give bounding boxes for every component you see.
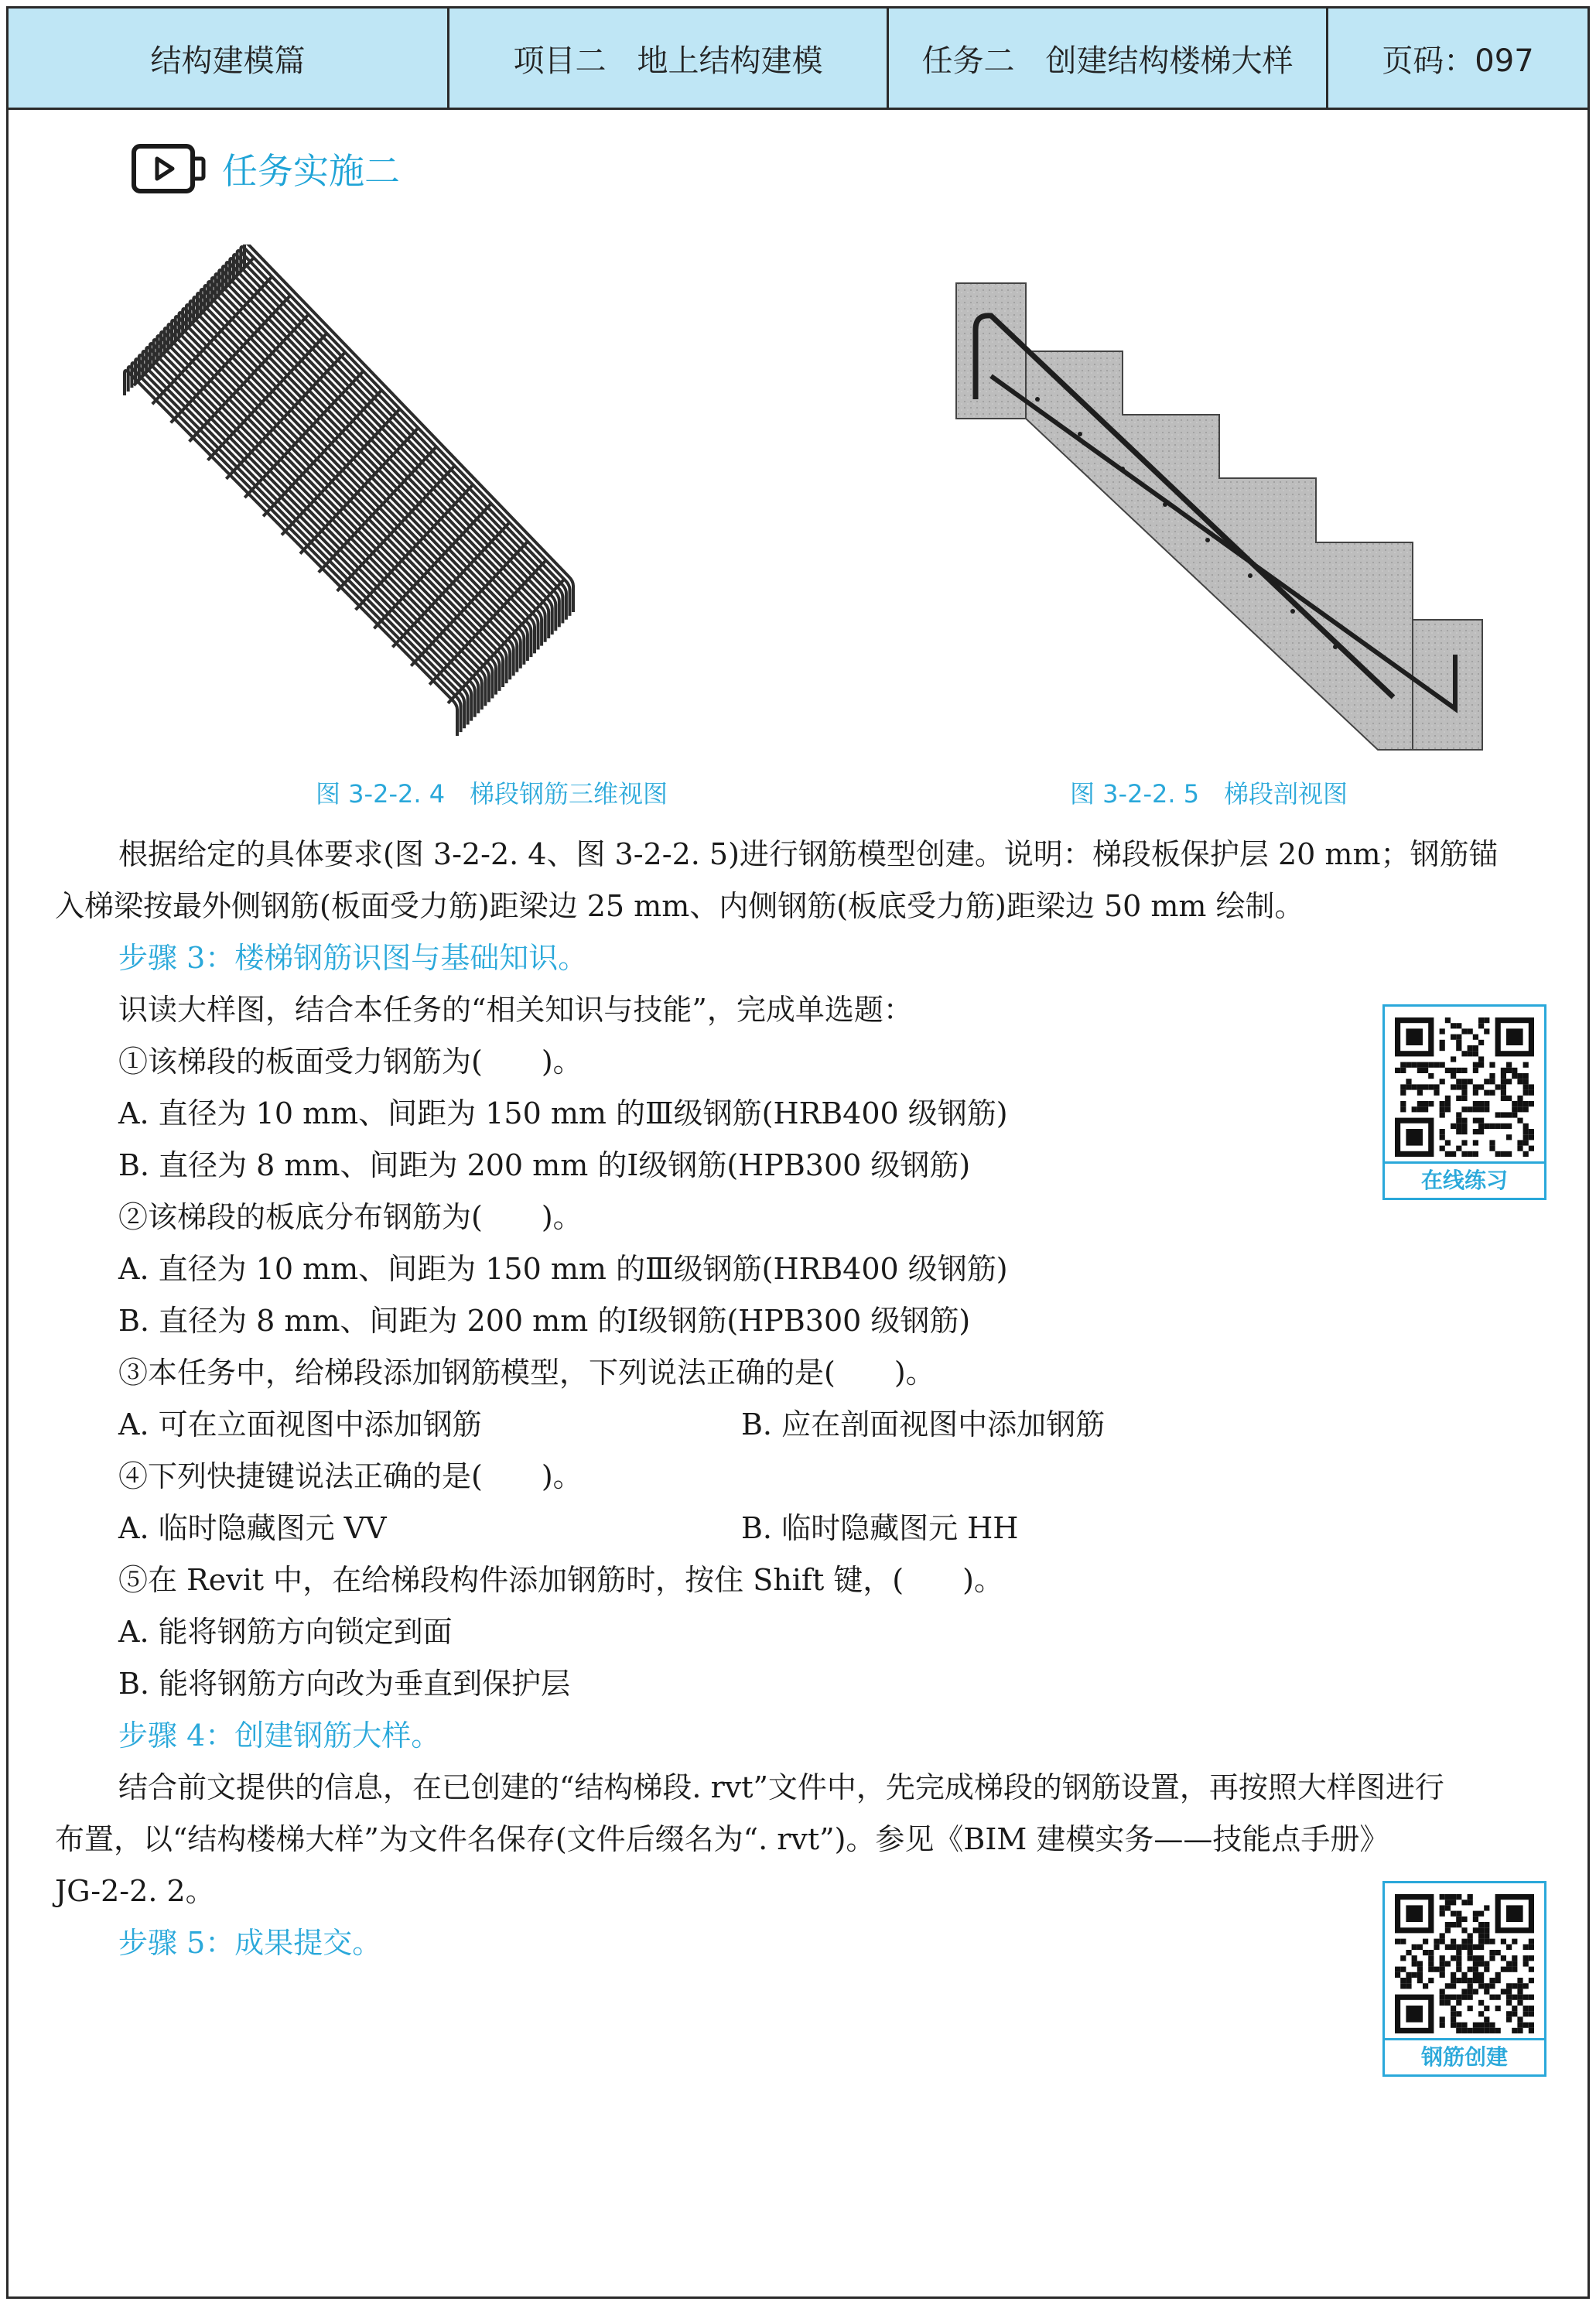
header-cell-task: 任务二 创建结构楼梯大样 [889, 9, 1328, 108]
question-4: ④下列快捷键说法正确的是( )。 [118, 1459, 583, 1493]
step-4-paragraph-line-3: JG-2-2. 2。 [55, 1874, 215, 1908]
header-cell-project: 项目二 地上结构建模 [449, 9, 889, 108]
question-3: ③本任务中，给梯段添加钢筋模型，下列说法正确的是( )。 [118, 1356, 935, 1390]
question-3-option-a: A. 可在立面视图中添加钢筋 [118, 1407, 482, 1441]
qr-code-icon [1395, 1894, 1534, 2033]
header-cell-page-number: 页码：097 [1382, 43, 1534, 79]
section-title-text: 任务实施二 [222, 150, 400, 192]
step-4-heading: 步骤 4：创建钢筋大样。 [118, 1718, 441, 1753]
step-3-description: 识读大样图，结合本任务的“相关知识与技能”，完成单选题： [118, 993, 913, 1027]
question-2: ②该梯段的板底分布钢筋为( )。 [118, 1200, 583, 1234]
question-4-option-a: A. 临时隐藏图元 VV [118, 1511, 387, 1545]
question-3-option-b: B. 应在剖面视图中添加钢筋 [741, 1407, 1106, 1441]
page-header [9, 9, 1587, 110]
qr-label-online-practice: 在线练习 [1385, 1161, 1544, 1198]
question-5: ⑤在 Revit 中，在给梯段构件添加钢筋时，按住 Shift 键，( )。 [118, 1563, 1003, 1597]
intro-paragraph-line-2: 入梯梁按最外侧钢筋(板面受力筋)距梁边 25 mm、内侧钢筋(板底受力筋)距梁边 50 mm 绘制。 [55, 889, 1304, 923]
qr-code-online-practice[interactable] [1382, 1004, 1546, 1200]
question-5-option-b: B. 能将钢筋方向改为垂直到保护层 [118, 1667, 571, 1701]
step-3-heading: 步骤 3：楼梯钢筋识图与基础知识。 [118, 941, 588, 975]
step-4-paragraph-line-2: 布置，以“结构楼梯大样”为文件名保存(文件后缀名为“. rvt”)。参见《BIM 建模实务——技能点手册》 [55, 1822, 1389, 1856]
question-1-option-a: A. 直径为 10 mm、间距为 150 mm 的Ⅲ级钢筋(HRB400 级钢筋) [118, 1096, 1008, 1130]
question-1: ①该梯段的板面受力钢筋为( )。 [118, 1045, 583, 1079]
intro-paragraph-line-1: 根据给定的具体要求(图 3-2-2. 4、图 3-2-2. 5)进行钢筋模型创建。说明：梯段板保护层 20 mm；钢筋锚 [118, 837, 1499, 871]
qr-code-icon [1395, 1017, 1534, 1157]
step-4-paragraph-line-1: 结合前文提供的信息，在已创建的“结构梯段. rvt”文件中，先完成梯段的钢筋设置，再按照大样图进行 [118, 1770, 1444, 1804]
question-5-option-a: A. 能将钢筋方向锁定到面 [118, 1615, 453, 1649]
question-4-option-b: B. 临时隐藏图元 HH [741, 1511, 1019, 1545]
rebar-3d-view-figure [117, 245, 906, 755]
figure-caption-section-view: 图 3-2-2. 5 梯段剖视图 [1070, 779, 1348, 809]
section-title [131, 142, 400, 196]
qr-code-rebar-creation[interactable] [1382, 1881, 1546, 2077]
qr-label-rebar-creation: 钢筋创建 [1385, 2038, 1544, 2074]
step-5-heading: 步骤 5：成果提交。 [118, 1926, 382, 1960]
question-2-option-b: B. 直径为 8 mm、间距为 200 mm 的Ⅰ级钢筋(HPB300 级钢筋) [118, 1304, 971, 1338]
video-icon [131, 142, 208, 196]
page [6, 6, 1590, 2299]
figure-caption-3d-view: 图 3-2-2. 4 梯段钢筋三维视图 [316, 779, 668, 809]
question-1-option-b: B. 直径为 8 mm、间距为 200 mm 的Ⅰ级钢筋(HPB300 级钢筋) [118, 1148, 971, 1182]
question-2-option-a: A. 直径为 10 mm、间距为 150 mm 的Ⅲ级钢筋(HRB400 级钢筋) [118, 1252, 1008, 1286]
header-cell-part: 结构建模篇 [9, 9, 449, 108]
stair-section-figure [945, 275, 1486, 755]
